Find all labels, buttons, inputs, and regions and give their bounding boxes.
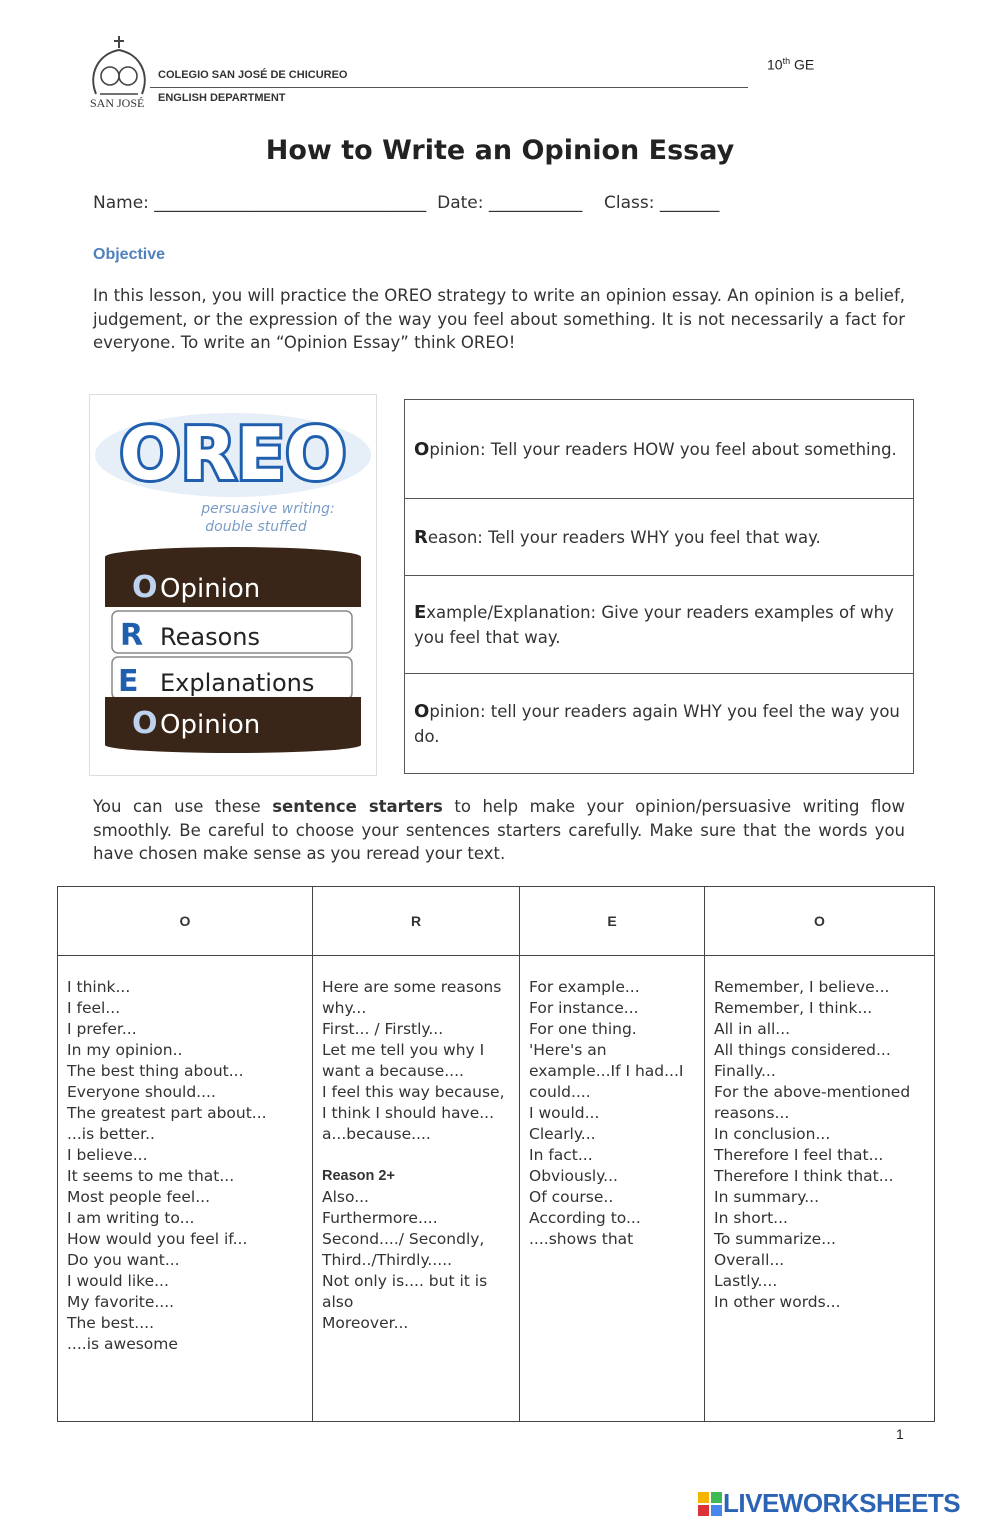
starter-item: The best.... [67,1314,154,1332]
starters-paragraph: You can use these sentence starters to help make your opinion/persuasive writing flow smoothly. Be careful to choose your sentences starters carefully. Make sure that the words you have chosen make sense as you reread your text. [93,797,905,863]
starter-item: My favorite.... [67,1293,175,1311]
starter-item: For the above-mentioned reasons... [714,1083,911,1122]
starter-item: Therefore I feel that... [714,1146,884,1164]
starter-list [705,956,934,1313]
starter-item: I feel this way because, [322,1083,505,1101]
starter-item: Not only is.... but it is also [322,1272,488,1311]
starter-item: The best thing about... [67,1062,244,1080]
oreo-cookie-icon [90,395,376,775]
starter-item: Also... [322,1188,369,1206]
date-field[interactable]: ___________ [488,193,583,213]
starter-item: I think... [67,978,131,996]
page-number: 1 [896,1426,904,1442]
oreo-illustration [89,394,377,776]
oreo-brand: OREO [119,412,347,496]
definition-row-example: Example/Explanation: Give your readers examples of why you feel that way. [405,576,913,674]
class-field[interactable]: _______ [659,193,720,213]
starter-item: Obviously... [529,1167,618,1185]
starter-item: Do you want... [67,1251,180,1269]
reason-2-subheading: Reason 2+ [322,1168,395,1184]
definition-row-reason: Reason: Tell your readers WHY you feel that way. [405,499,913,576]
starter-item: Clearly... [529,1125,596,1143]
liveworksheets-icon [697,1491,723,1517]
starter-item: I would... [529,1104,600,1122]
name-label: Name: [93,193,149,213]
starter-list [520,956,704,1250]
starter-item: Furthermore.... [322,1209,438,1227]
objective-paragraph: In this lesson, you will practice the OREO strategy to write an opinion essay. An opinion is a belief, judgement, or the expression of the way you feel about something. It is not necessarily a fact for everyone. To write an “Opinion Essay” think OREO! [93,286,905,352]
column-header: E [520,887,704,956]
name-field[interactable]: ________________________________ [154,193,427,213]
starter-list [313,956,519,1334]
header-divider [150,87,748,88]
starter-item: Second..../ Secondly, [322,1230,485,1248]
starter-item: Third../Thirdly..... [322,1251,453,1269]
starter-item: In fact... [529,1146,593,1164]
date-label: Date: [437,193,484,213]
layer-letter-o2: O [132,706,158,741]
column-opinion [58,887,313,1421]
starter-item: It seems to me that... [67,1167,235,1185]
starter-item: According to... [529,1209,641,1227]
student-info-row [93,193,719,213]
layer-letter-r: R [120,618,144,653]
liveworksheets-wordmark: LIVEWORKSHEETS [723,1488,961,1518]
starter-item: I prefer... [67,1020,137,1038]
starter-item: For instance... [529,999,639,1017]
definition-row-opinion-again: Opinion: tell your readers again WHY you feel the way you do. [414,700,900,746]
objective-heading: Objective [93,246,166,263]
definition-row-opinion: Opinion: Tell your readers HOW you feel about something. [405,400,913,499]
layer-word-opinion1: Opinion [160,574,261,604]
starter-item: ...is better.. [67,1125,155,1143]
starter-item: Remember, I think... [714,999,873,1017]
layer-word-reasons: Reasons [160,623,260,651]
oreo-tagline-1: persuasive writing: [201,501,335,517]
column-header: O [705,887,934,956]
starter-item: Remember, I believe... [714,978,890,996]
starter-item: Of course.. [529,1188,614,1206]
starter-item: Lastly.... [714,1272,778,1290]
column-example [520,887,705,1421]
layer-letter-e: E [118,664,139,699]
school-name: COLEGIO SAN JOSÉ DE CHICUREO [158,69,348,81]
column-opinion-restated [705,887,934,1421]
starter-item: Here are some reasons why... [322,978,502,1017]
starter-item: In other words... [714,1293,841,1311]
starter-item: I believe... [67,1146,148,1164]
starter-item: To summarize... [714,1230,836,1248]
starter-item: I feel... [67,999,121,1017]
starter-item: 'Here's an example...If I had...I could.... [529,1041,684,1101]
starter-list [58,956,312,1355]
column-header: R [313,887,519,956]
starter-item: Let me tell you why I want a because.... [322,1041,485,1080]
starter-item: All in all... [714,1020,791,1038]
starter-item: I would like... [67,1272,169,1290]
starter-item: All things considered... [714,1041,891,1059]
starter-item: For one thing. [529,1020,637,1038]
layer-word-explanations: Explanations [160,669,315,697]
grade-label: 10th GE [767,56,815,73]
class-label: Class: [604,193,655,213]
starter-item: Overall... [714,1251,785,1269]
oreo-tagline-2: double stuffed [205,519,307,535]
starter-item: In conclusion... [714,1125,831,1143]
starter-item: I am writing to... [67,1209,195,1227]
starter-item: How would you feel if... [67,1230,248,1248]
starter-item: Therefore I think that... [714,1167,894,1185]
column-reason [313,887,520,1421]
starter-item: Everyone should.... [67,1083,216,1101]
starter-item: In summary... [714,1188,820,1206]
starter-item: The greatest part about... [67,1104,267,1122]
sentence-starters-table [57,886,935,1422]
starter-item: For example... [529,978,640,996]
starter-item: Most people feel... [67,1188,211,1206]
starter-item: I think I should have... a...because.... [322,1104,495,1143]
layer-word-opinion2: Opinion [160,710,261,740]
page-title: How to Write an Opinion Essay [265,135,735,166]
starter-item: Moreover... [322,1314,409,1332]
starter-item: In short... [714,1209,788,1227]
starter-item: ....is awesome [67,1335,178,1353]
layer-letter-o1: O [132,570,158,605]
liveworksheets-logo[interactable] [697,1488,960,1519]
column-header: O [58,887,312,956]
department-name: ENGLISH DEPARTMENT [158,92,286,104]
starter-item: Finally... [714,1062,776,1080]
starter-item: First... / Firstly... [322,1020,444,1038]
starter-item: ....shows that [529,1230,634,1248]
crest-label: SAN JOSÉ [90,96,145,110]
oreo-definitions-table [404,399,914,774]
starter-item: In my opinion.. [67,1041,183,1059]
